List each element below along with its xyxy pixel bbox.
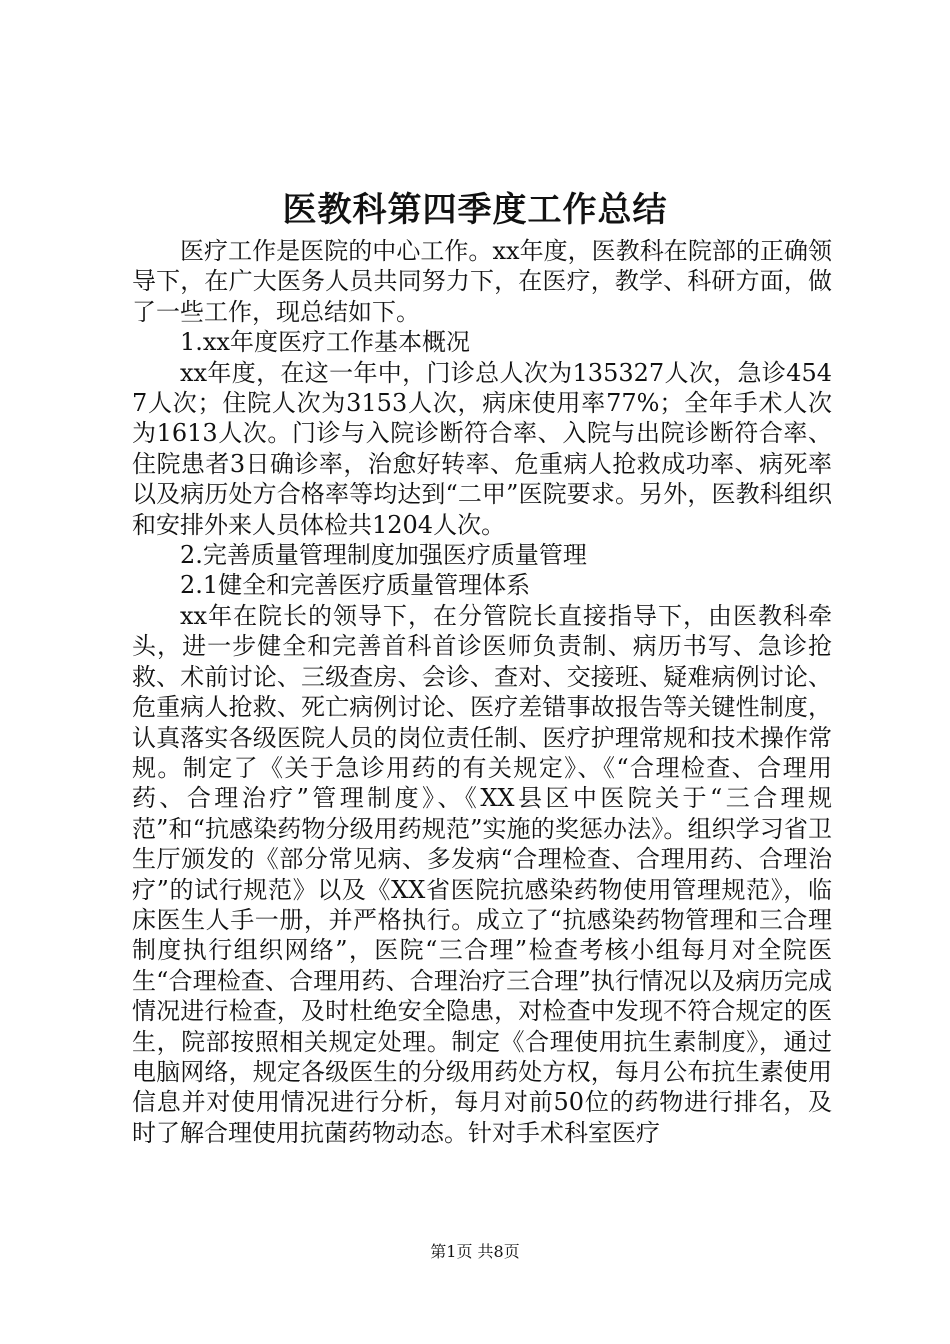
- paragraph-intro: 医疗工作是医院的中心工作。xx年度，医教科在院部的正确领导下，在广大医务人员共同努力下，在医疗，教学、科研方面，做了一些工作，现总结如下。: [132, 237, 832, 326]
- section-heading-1: 1.xx年度医疗工作基本概况: [180, 328, 470, 357]
- section-heading-2-1: 2.1健全和完善医疗质量管理体系: [180, 571, 531, 600]
- document-title: 医教科第四季度工作总结: [282, 190, 668, 230]
- section-heading-2: 2.完善质量管理制度加强医疗质量管理: [180, 541, 587, 570]
- paragraph-quality-system: xx年在院长的领导下，在分管院长直接指导下，由医教科牵头，进一步健全和完善首科首诊医师负责制、病历书写、急诊抢救、术前讨论、三级查房、会诊、查对、交接班、疑难病例讨论、危重病人抢救、死亡病例讨论、医疗差错事故报告等关键性制度，认真落实各级医院人员的岗位责任制、医疗护理常规和技术操作常规。制定了《关于急诊用药的有关规定》、《“合理检查、合理用药、合理治疗”管理制度》、《XX县区中医院关于“三合理规范”和“抗感染药物分级用药规范”实施的奖惩办法》。组织学习省卫生厅颁发的《部分常见病、多发病“合理检查、合理用药、合理治疗”的试行规范》以及《XX省医院抗感染药物使用管理规范》，临床医生人手一册，并严格执行。成立了“抗感染药物管理和三合理制度执行组织网络”，医院“三合理”检查考核小组每月对全院医生“合理检查、合理用药、合理治疗三合理”执行情况以及病历完成情况进行检查，及时杜绝安全隐患，对检查中发现不符合规定的医生，院部按照相关规定处理。制定《合理使用抗生素制度》，通过电脑网络，规定各级医生的分级用药处方权，每月公布抗生素使用信息并对使用情况进行分析，每月对前50位的药物进行排名，及时了解合理使用抗菌药物动态。针对手术科室医疗: [132, 601, 832, 1147]
- paragraph-overview: xx年度，在这一年中，门诊总人次为135327人次，急诊4547人次；住院人次为3153人次，病床使用率77%；全年手术人次为1613人次。门诊与入院诊断符合率、入院与出院诊断符合率、住院患者3日确诊率，治愈好转率、危重病人抢救成功率、病死率以及病历处方合格率等均达到“二甲”医院要求。另外，医教科组织和安排外来人员体检共1204人次。: [132, 358, 832, 539]
- page-footer: 第1页 共8页: [430, 1242, 520, 1261]
- document-body: [132, 236, 832, 1148]
